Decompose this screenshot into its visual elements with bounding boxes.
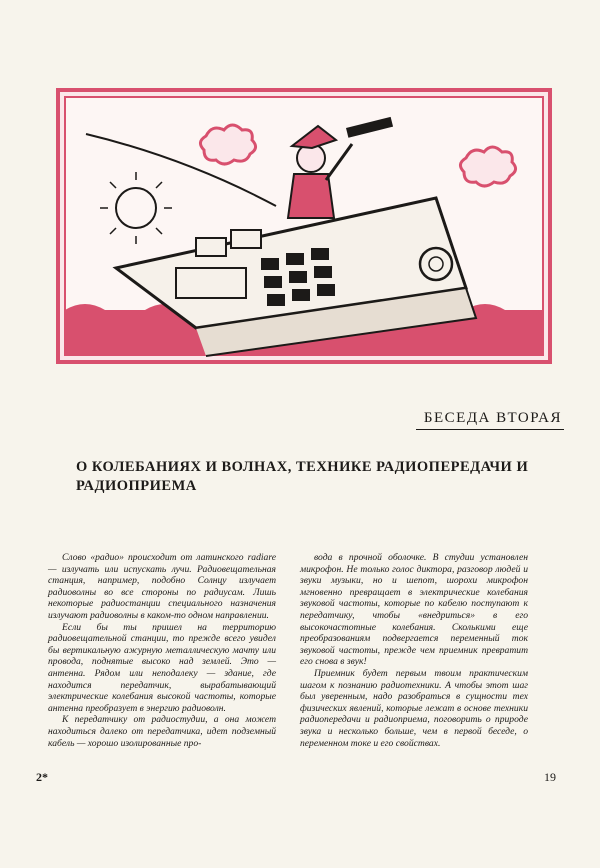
left-column — [48, 552, 276, 749]
paragraph: вода в прочной оболочке. В студии установлен микрофон. Не только голос диктора, разговор людей и звуки музыки, но и шепот, шорохи микрофон мгновенно превращает в электрические колебания звуковой частоты, которые по кабелю поступают к передатчику, чтобы «внедриться» в его высокочастотные колебания. Сколькими еще преобразованиям подвергается переменный ток звуковой частоты, прежде чем приемник превратит его снова в звук! — [300, 552, 528, 668]
paragraph: Если бы ты пришел на территорию радиовещательной станции, то прежде всего увидел бы вертикальную ажурную металлическую мачту или провода, поднятые высоко над землей. Это — антенна. Рядом или неподалеку — здание, где находится передатчик, вырабатывающий электрические колебания высокой частоты, которые антенна преобразует в энергию радиоволн. — [48, 621, 276, 714]
right-column — [300, 552, 528, 749]
signature-mark: 2* — [36, 770, 48, 784]
paragraph: Приемник будет первым твоим практическим шагом к познанию радиотехники. А чтобы этот шаг был уверенным, надо разобраться в сущности тех физических явлений, которые лежат в основе техники радиопередачи и радиоприема, поговорить о природе звука и несколько больше, чем в первой беседе, о переменном токе и его свойствах. — [300, 667, 528, 749]
chapter-label: БЕСЕДА ВТОРАЯ — [416, 410, 564, 430]
paragraph: Слово «радио» происходит от латинского radiare — излучать или испускать лучи. Радиовещательная станция, например, подобно Солнцу излучает радиоволны во все стороны по радиусам. Лишь некоторые радиостанции специального назначения излучают радиоволны в каком-то одном направлении. — [48, 552, 276, 621]
radio-ship-illustration — [56, 88, 552, 364]
page-number: 19 — [544, 770, 556, 784]
paragraph: К передатчику от радиостудии, а она может находиться далеко от передатчика, идет подземный кабель — хорошо изолированные про- — [48, 714, 276, 749]
chapter-title: О КОЛЕБАНИЯХ И ВОЛНАХ, ТЕХНИКЕ РАДИОПЕРЕДАЧИ И РАДИОПРИЕМА — [76, 459, 529, 494]
